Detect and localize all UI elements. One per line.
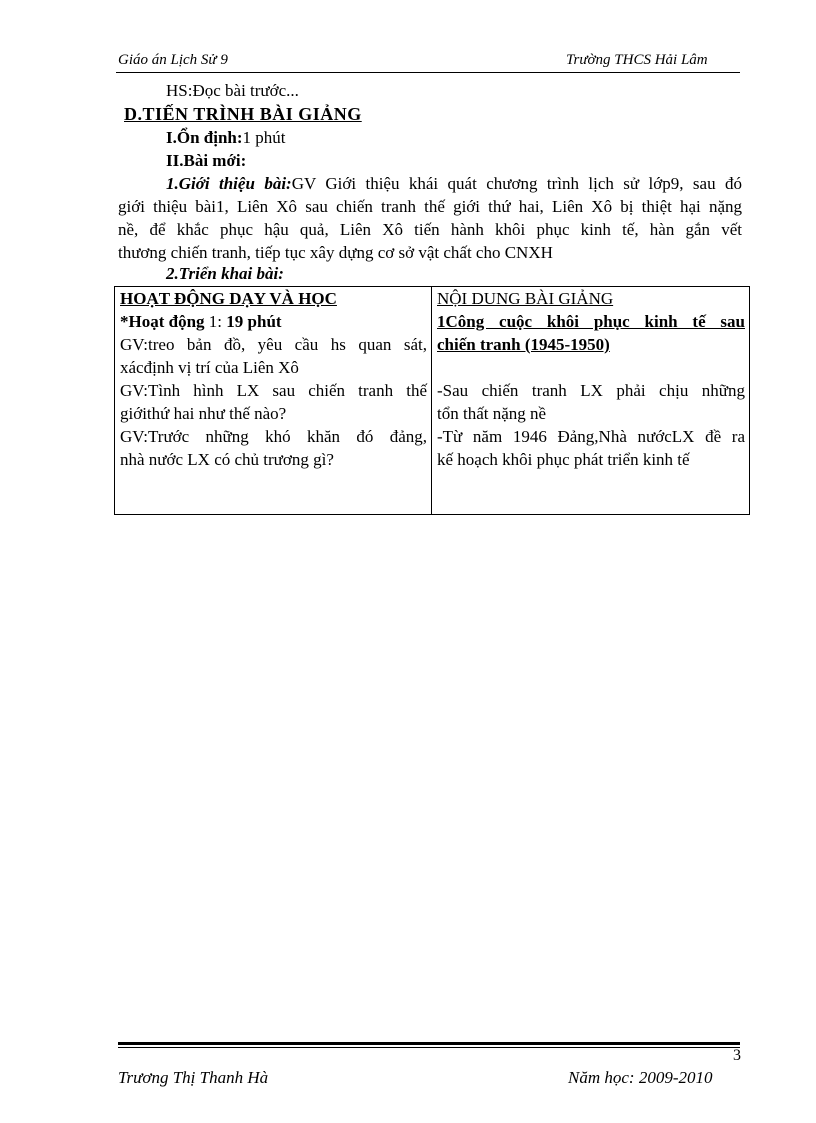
- footer-rule-thin: [118, 1047, 740, 1048]
- gv-step-2a: GV:Tình hình LX sau chiến tranh thế: [120, 381, 427, 400]
- activity-column-header: HOẠT ĐỘNG DẠY VÀ HỌC: [120, 289, 337, 308]
- gv-step-2b: giớithứ hai như thế nào?: [120, 404, 287, 423]
- gioi-thieu-text1: GV Giới thiệu khái quát chương trình lịch sử lớp9, sau đó: [291, 174, 742, 193]
- hs-line: HS:Đọc bài trước...: [166, 81, 299, 100]
- gioi-thieu-line4: thương chiến tranh, tiếp tục xây dựng cơ sở vật chất cho CNXH: [118, 243, 553, 262]
- lesson-table: [114, 286, 750, 515]
- gv-step-3b: nhà nước LX có chủ trương gì?: [120, 450, 334, 469]
- content-title-b: chiến tranh (1945-1950): [437, 335, 610, 354]
- content-point-2a: -Từ năm 1946 Đảng,Nhà nướcLX đề ra: [437, 427, 745, 446]
- section-d-heading: D.TIẾN TRÌNH BÀI GIẢNG: [124, 104, 362, 124]
- gioi-thieu-line2: giới thiệu bài1, Liên Xô sau chiến tranh thế giới thứ hai, Liên Xô bị thiệt hại nặng: [118, 197, 742, 216]
- bai-moi-heading: II.Bài mới:: [166, 151, 247, 170]
- header-right: Trường THCS Hải Lâm: [566, 52, 708, 68]
- page-number: 3: [733, 1047, 741, 1064]
- activity-column: [115, 287, 432, 515]
- trien-khai-heading: 2.Triển khai bài:: [166, 264, 284, 283]
- footer-rule-thick: [118, 1042, 740, 1045]
- on-dinh-line: [166, 127, 286, 149]
- header-rule: [116, 72, 740, 73]
- content-point-1a: -Sau chiến tranh LX phải chịu những: [437, 381, 745, 400]
- activity-label: *Hoạt động: [120, 312, 205, 331]
- header-left: Giáo án Lịch Sử 9: [118, 52, 228, 68]
- activity-heading: [120, 310, 427, 333]
- content-spacer: [437, 356, 745, 379]
- on-dinh-value: 1 phút: [242, 128, 286, 147]
- content-column: [432, 287, 750, 515]
- gioi-thieu-line1: [166, 173, 742, 195]
- content-column-header: NỘI DUNG BÀI GIẢNG: [437, 289, 614, 308]
- gv-step-1a: GV:treo bản đồ, yêu cầu hs quan sát,: [120, 335, 427, 354]
- gv-step-1b: xácđịnh vị trí của Liên Xô: [120, 358, 299, 377]
- content-point-1b: tổn thất nặng nề: [437, 404, 547, 423]
- gioi-thieu-line3: nề, để khắc phục hậu quả, Liên Xô tiến hành khôi phục kinh tế, hàn gắn vết: [118, 220, 742, 239]
- content-title-a: 1Công cuộc khôi phục kinh tế sau: [437, 312, 745, 331]
- activity-time: 19 phút: [226, 312, 282, 331]
- footer-right: Năm học: 2009-2010: [568, 1068, 713, 1087]
- on-dinh-label: I.Ổn định:: [166, 128, 243, 147]
- content-point-2b: kế hoạch khôi phục phát triển kinh tế: [437, 450, 690, 469]
- gv-step-3a: GV:Trước những khó khăn đó đảng,: [120, 427, 427, 446]
- gioi-thieu-label: 1.Giới thiệu bài:: [166, 174, 292, 193]
- footer-left: Trương Thị Thanh Hà: [118, 1068, 269, 1087]
- activity-number: 1:: [204, 312, 227, 331]
